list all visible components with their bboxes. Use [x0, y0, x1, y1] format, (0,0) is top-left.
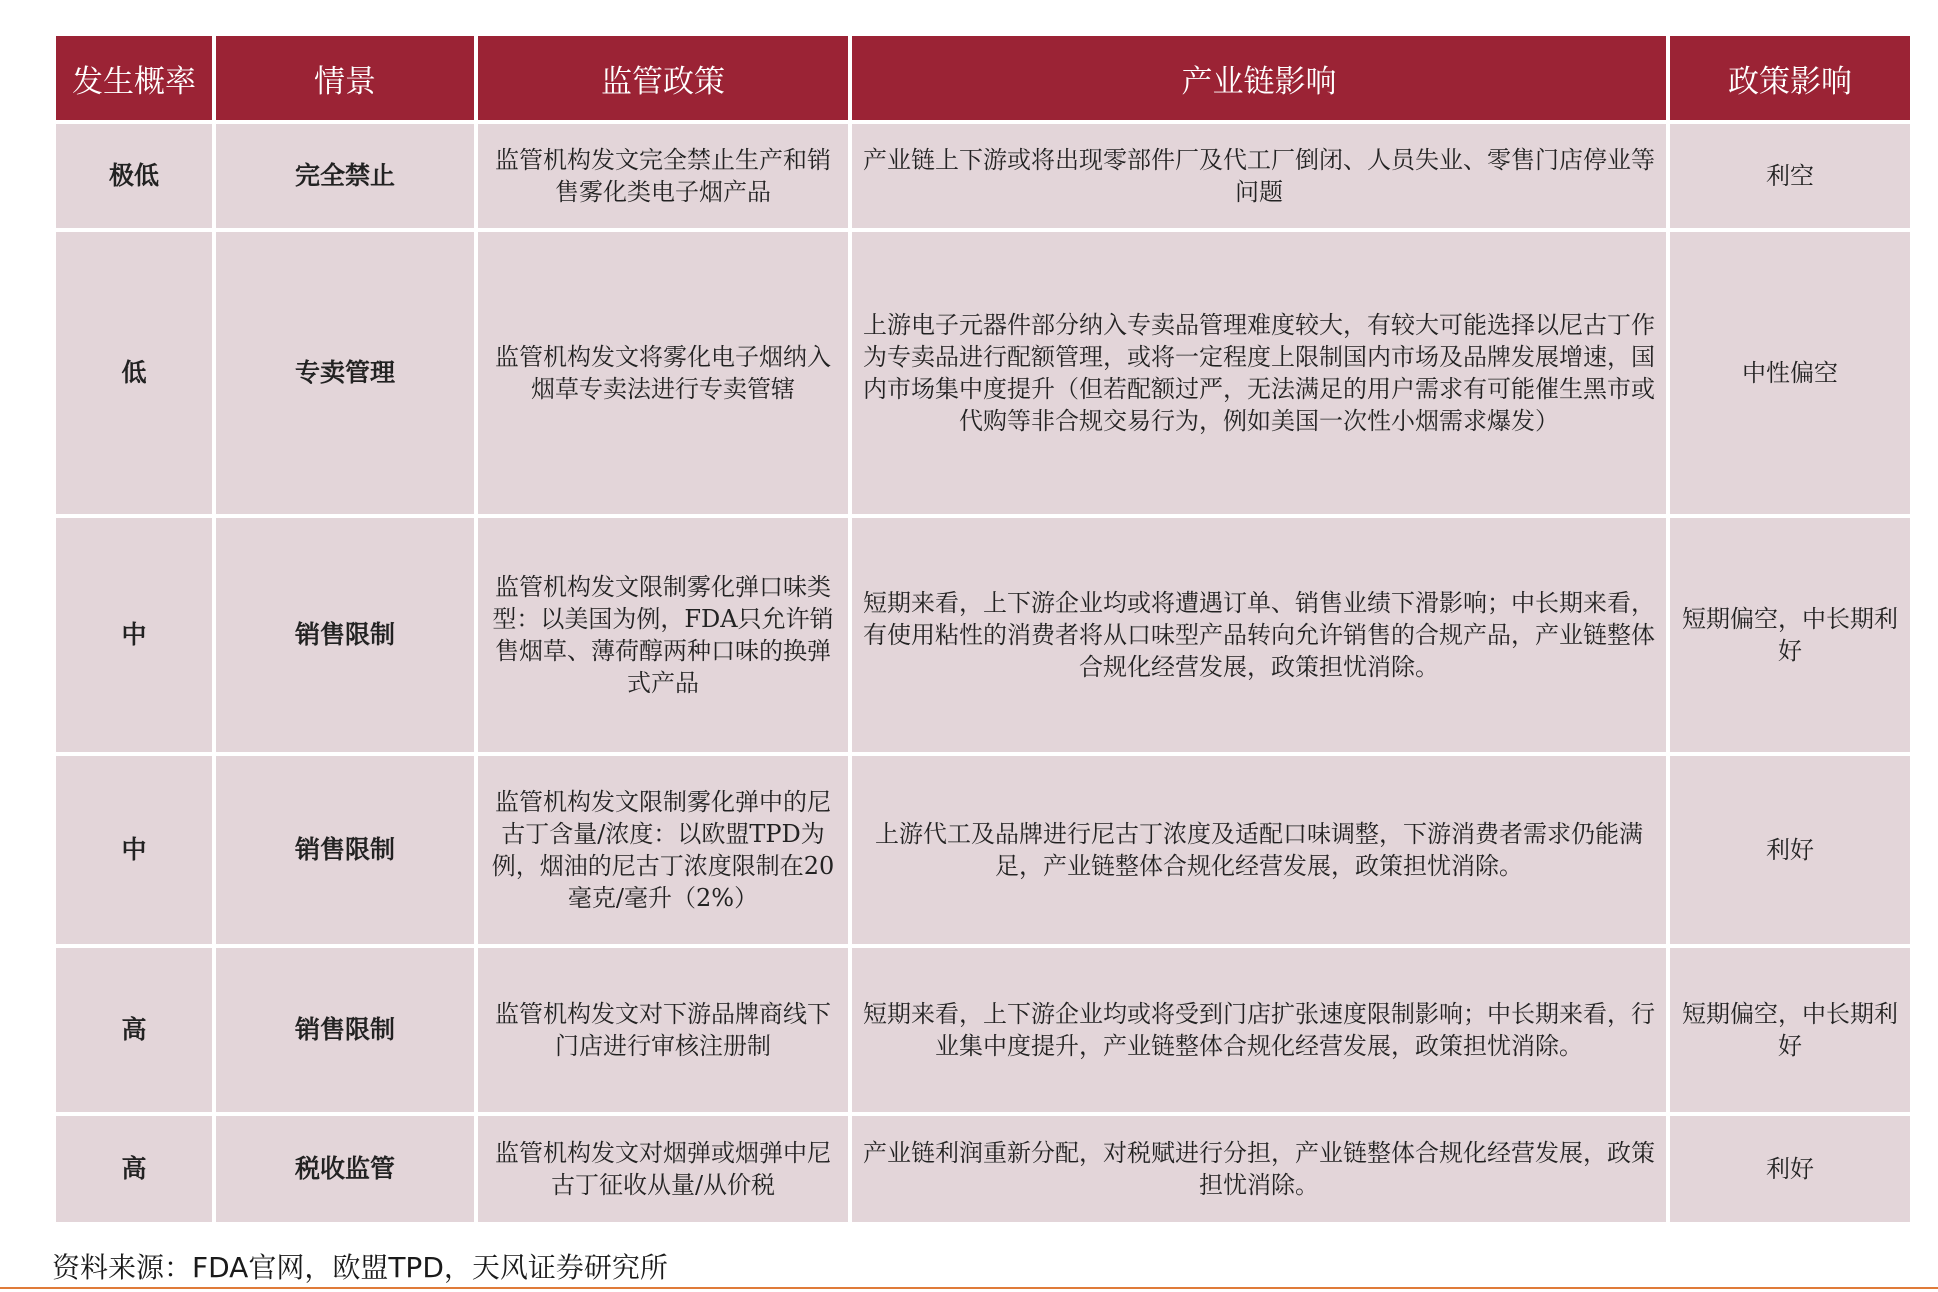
cell-chain-impact: 短期来看，上下游企业均或将遭遇订单、销售业绩下滑影响；中长期来看，有使用粘性的消费者将从口味型产品转向允许销售的合规产品，产业链整体合规化经营发展，政策担忧消除。 — [852, 518, 1666, 752]
header-probability: 发生概率 — [56, 36, 212, 120]
cell-scenario: 专卖管理 — [216, 232, 474, 514]
header-policy: 监管政策 — [478, 36, 848, 120]
cell-probability: 低 — [56, 232, 212, 514]
header-scenario: 情景 — [216, 36, 474, 120]
cell-chain-impact: 产业链上下游或将出现零部件厂及代工厂倒闭、人员失业、零售门店停业等问题 — [852, 124, 1666, 228]
scenario-table — [52, 32, 1914, 1226]
cell-policy: 监管机构发文对烟弹或烟弹中尼古丁征收从量/从价税 — [478, 1116, 848, 1222]
cell-policy-impact: 短期偏空，中长期利好 — [1670, 948, 1910, 1112]
cell-policy-impact: 短期偏空，中长期利好 — [1670, 518, 1910, 752]
cell-scenario: 销售限制 — [216, 756, 474, 944]
table-row — [56, 232, 1910, 514]
table-row — [56, 948, 1910, 1112]
cell-chain-impact: 短期来看，上下游企业均或将受到门店扩张速度限制影响；中长期来看，行业集中度提升，产业链整体合规化经营发展，政策担忧消除。 — [852, 948, 1666, 1112]
cell-policy: 监管机构发文完全禁止生产和销售雾化类电子烟产品 — [478, 124, 848, 228]
cell-probability: 中 — [56, 518, 212, 752]
cell-policy: 监管机构发文对下游品牌商线下门店进行审核注册制 — [478, 948, 848, 1112]
table-row — [56, 756, 1910, 944]
cell-policy: 监管机构发文限制雾化弹口味类型：以美国为例，FDA只允许销售烟草、薄荷醇两种口味的换弹式产品 — [478, 518, 848, 752]
header-chain-impact: 产业链影响 — [852, 36, 1666, 120]
cell-scenario: 完全禁止 — [216, 124, 474, 228]
cell-policy: 监管机构发文限制雾化弹中的尼古丁含量/浓度：以欧盟TPD为例，烟油的尼古丁浓度限制在20毫克/毫升（2%） — [478, 756, 848, 944]
cell-chain-impact: 上游代工及品牌进行尼古丁浓度及适配口味调整，下游消费者需求仍能满足，产业链整体合规化经营发展，政策担忧消除。 — [852, 756, 1666, 944]
footer-divider — [0, 1287, 1938, 1289]
cell-chain-impact: 产业链利润重新分配，对税赋进行分担，产业链整体合规化经营发展，政策担忧消除。 — [852, 1116, 1666, 1222]
cell-probability: 高 — [56, 1116, 212, 1222]
cell-policy-impact: 利好 — [1670, 1116, 1910, 1222]
cell-chain-impact: 上游电子元器件部分纳入专卖品管理难度较大，有较大可能选择以尼古丁作为专卖品进行配额管理，或将一定程度上限制国内市场及品牌发展增速，国内市场集中度提升（但若配额过严，无法满足的用户需求有可能催生黑市或代购等非合规交易行为，例如美国一次性小烟需求爆发） — [852, 232, 1666, 514]
cell-probability: 高 — [56, 948, 212, 1112]
cell-probability: 极低 — [56, 124, 212, 228]
table-row — [56, 518, 1910, 752]
policy-scenario-table — [56, 36, 1910, 1222]
cell-policy-impact: 利空 — [1670, 124, 1910, 228]
cell-policy-impact: 中性偏空 — [1670, 232, 1910, 514]
cell-scenario: 税收监管 — [216, 1116, 474, 1222]
cell-probability: 中 — [56, 756, 212, 944]
header-policy-impact: 政策影响 — [1670, 36, 1910, 120]
cell-policy-impact: 利好 — [1670, 756, 1910, 944]
cell-scenario: 销售限制 — [216, 948, 474, 1112]
table-row — [56, 124, 1910, 228]
cell-scenario: 销售限制 — [216, 518, 474, 752]
table-row — [56, 1116, 1910, 1222]
header-row — [56, 36, 1910, 120]
cell-policy: 监管机构发文将雾化电子烟纳入烟草专卖法进行专卖管辖 — [478, 232, 848, 514]
source-note: 资料来源：FDA官网，欧盟TPD，天风证券研究所 — [52, 1251, 668, 1284]
